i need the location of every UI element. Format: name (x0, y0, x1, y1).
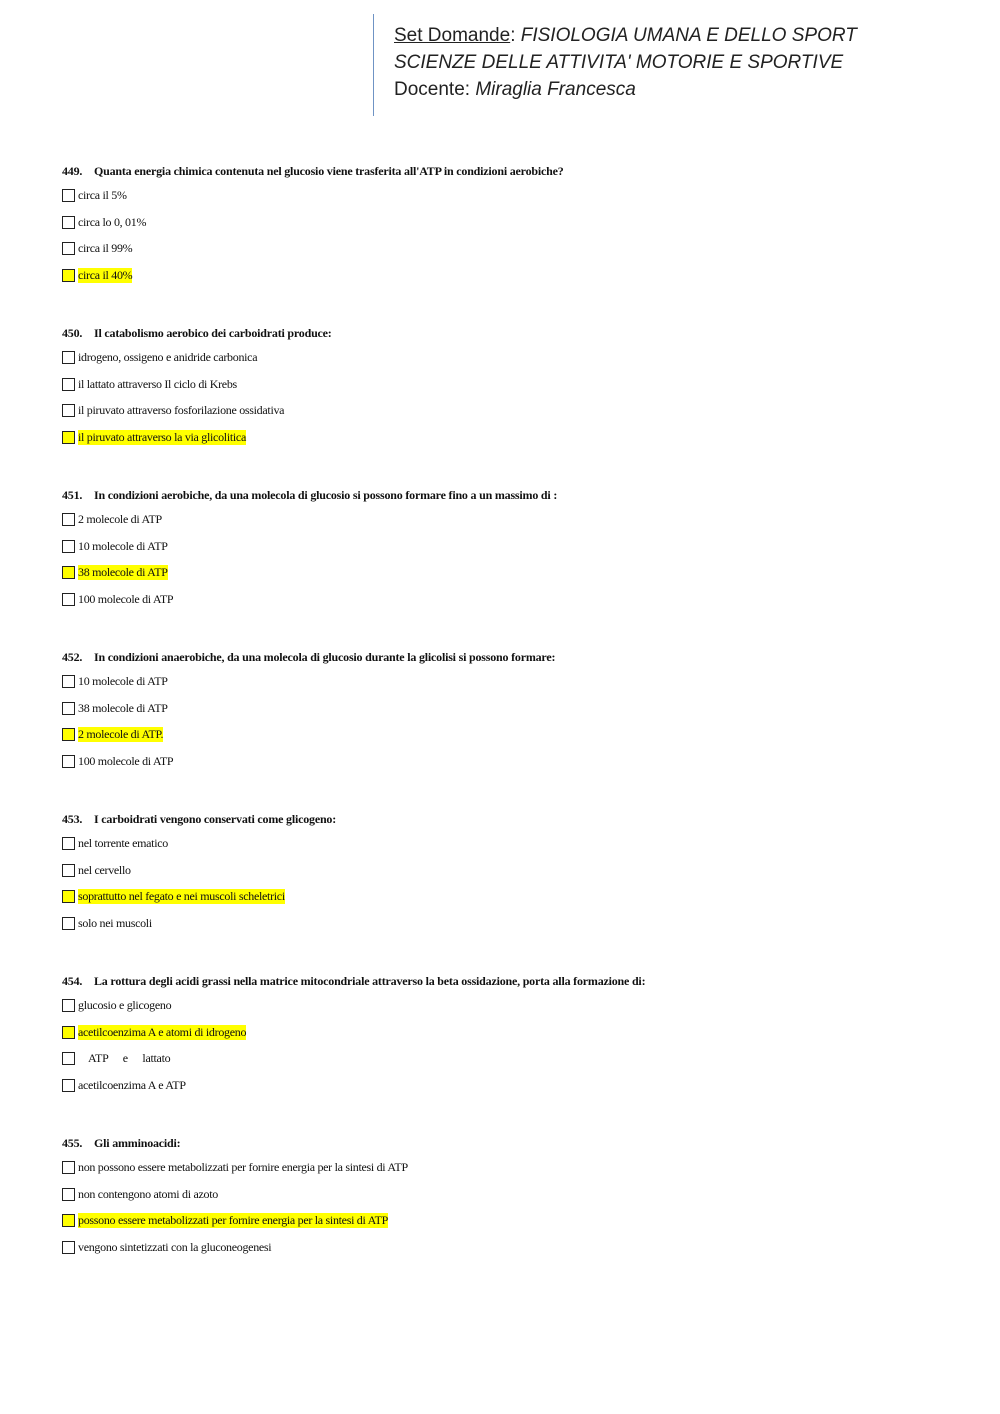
header-course-line: Set Domande: FISIOLOGIA UMANA E DELLO SPORT (394, 25, 857, 46)
answer-option[interactable] (62, 539, 962, 566)
question-title (62, 162, 962, 188)
checkbox[interactable] (62, 216, 75, 229)
answer-option-correct[interactable] (62, 727, 962, 754)
option-label: circa il 40% (78, 267, 133, 282)
answer-option-correct[interactable] (62, 1025, 962, 1052)
option-label: il lattato attraverso Il ciclo di Krebs (78, 376, 237, 391)
option-label: possono essere metabolizzati per fornire energia per la sintesi di ATP (78, 1213, 389, 1227)
option-label: 10 molecole di ATP (78, 538, 168, 553)
checkbox[interactable] (62, 1241, 75, 1254)
option-label: acetilcoenzima A e atomi di idrogeno (78, 1024, 247, 1039)
answer-option[interactable] (62, 1078, 962, 1105)
option-label: 100 molecole di ATP (78, 753, 174, 768)
option-label: 2 molecole di ATP (78, 512, 162, 526)
question-title (62, 1134, 962, 1160)
question-text: In condizioni anaerobiche, da una molecola di glucosio durante la glicolisi si possono formare: (94, 650, 556, 664)
answer-option[interactable] (62, 1187, 962, 1214)
checkbox[interactable] (62, 1026, 75, 1039)
checkbox[interactable] (62, 917, 75, 930)
answer-option-correct[interactable] (62, 889, 962, 916)
option-label: nel torrente ematico (78, 836, 168, 850)
question-455 (62, 1134, 962, 1266)
question-title (62, 324, 962, 350)
teacher-name: Miraglia Francesca (475, 79, 636, 100)
option-label: soprattutto nel fegato e nei muscoli scheletrici (78, 889, 285, 903)
checkbox[interactable] (62, 890, 75, 903)
answer-option-correct[interactable] (62, 430, 962, 457)
checkbox[interactable] (62, 242, 75, 255)
option-label: 38 molecole di ATP (78, 565, 168, 579)
question-451 (62, 486, 962, 618)
option-label: vengono sintetizzati con la gluconeogenesi (78, 1239, 272, 1254)
answer-option[interactable] (62, 674, 962, 701)
question-number: 450. (62, 326, 83, 340)
question-number: 453. (62, 812, 83, 826)
question-number: 452. (62, 650, 83, 664)
checkbox[interactable] (62, 351, 75, 364)
document-header (373, 14, 933, 116)
answer-option[interactable] (62, 701, 962, 728)
question-452 (62, 648, 962, 780)
question-454 (62, 972, 962, 1104)
question-list (62, 162, 962, 1296)
question-number: 455. (62, 1136, 83, 1150)
option-label: il piruvato attraverso la via glicolitica (78, 429, 246, 444)
answer-option[interactable] (62, 998, 962, 1025)
checkbox[interactable] (62, 728, 75, 741)
checkbox[interactable] (62, 269, 75, 282)
checkbox[interactable] (62, 540, 75, 553)
header-degree-line (394, 49, 933, 76)
answer-option[interactable] (62, 512, 962, 539)
degree-title: SCIENZE DELLE ATTIVITA' MOTORIE E SPORTIVE (394, 52, 844, 73)
checkbox[interactable] (62, 1161, 75, 1174)
checkbox[interactable] (62, 404, 75, 417)
option-label: ATP e lattato (88, 1051, 171, 1065)
answer-option[interactable] (62, 377, 962, 404)
option-label: acetilcoenzima A e ATP (78, 1077, 186, 1092)
answer-option[interactable] (62, 188, 962, 215)
question-text: Gli amminoacidi: (94, 1136, 181, 1150)
checkbox[interactable] (62, 1188, 75, 1201)
option-label: solo nei muscoli (78, 915, 152, 930)
option-label: 38 molecole di ATP (78, 700, 168, 715)
question-title (62, 648, 962, 674)
question-title (62, 486, 962, 512)
course-title: FISIOLOGIA UMANA E DELLO SPORT (520, 25, 857, 46)
option-label: il piruvato attraverso fosforilazione ossidativa (78, 403, 285, 417)
checkbox[interactable] (62, 1214, 75, 1227)
checkbox[interactable] (62, 999, 75, 1012)
question-450 (62, 324, 962, 456)
answer-option[interactable] (62, 863, 962, 890)
checkbox[interactable] (62, 513, 75, 526)
answer-option[interactable] (62, 1160, 962, 1187)
answer-option[interactable] (62, 403, 962, 430)
option-label: 100 molecole di ATP (78, 591, 174, 606)
answer-option-correct[interactable] (62, 1213, 962, 1240)
checkbox[interactable] (62, 189, 75, 202)
checkbox[interactable] (62, 675, 75, 688)
answer-option-correct[interactable] (62, 565, 962, 592)
option-label: 2 molecole di ATP. (78, 727, 164, 741)
option-label: non possono essere metabolizzati per fornire energia per la sintesi di ATP (78, 1160, 408, 1174)
checkbox[interactable] (62, 593, 75, 606)
option-label: circa il 99% (78, 241, 133, 255)
answer-option[interactable] (62, 1240, 962, 1267)
option-label: circa lo 0, 01% (78, 214, 147, 229)
option-label: 10 molecole di ATP (78, 674, 168, 688)
checkbox[interactable] (62, 864, 75, 877)
question-453 (62, 810, 962, 942)
answer-option[interactable] (62, 916, 962, 943)
question-text: Il catabolismo aerobico dei carboidrati produce: (94, 326, 332, 340)
answer-option[interactable] (62, 592, 962, 619)
checkbox[interactable] (62, 378, 75, 391)
checkbox[interactable] (62, 566, 75, 579)
answer-option[interactable] (62, 350, 962, 377)
question-text: In condizioni aerobiche, da una molecola di glucosio si possono formare fino a un massimo di : (94, 488, 558, 502)
checkbox[interactable] (62, 755, 75, 768)
option-label: glucosio e glicogeno (78, 998, 172, 1012)
checkbox[interactable] (62, 837, 75, 850)
answer-option[interactable] (62, 1051, 962, 1078)
answer-option-correct[interactable] (62, 268, 962, 295)
option-label: idrogeno, ossigeno e anidride carbonica (78, 350, 258, 364)
question-text: I carboidrati vengono conservati come glicogeno: (94, 812, 337, 826)
answer-option[interactable] (62, 754, 962, 781)
question-text: La rottura degli acidi grassi nella matrice mitocondriale attraverso la beta ossidazione, porta alla formazione di: (94, 974, 646, 988)
question-text: Quanta energia chimica contenuta nel glucosio viene trasferita all'ATP in condizioni aerobiche? (94, 164, 564, 178)
set-label: Set Domande (394, 25, 511, 46)
answer-option[interactable] (62, 241, 962, 268)
question-number: 454. (62, 974, 83, 988)
teacher-label: Docente: (394, 79, 471, 100)
question-title (62, 972, 962, 998)
question-449 (62, 162, 962, 294)
header-teacher-line (394, 76, 933, 103)
question-number: 449. (62, 164, 83, 178)
checkbox[interactable] (62, 702, 75, 715)
answer-option[interactable] (62, 215, 962, 242)
checkbox[interactable] (62, 1079, 75, 1092)
question-number: 451. (62, 488, 83, 502)
checkbox[interactable] (62, 1052, 75, 1065)
answer-option[interactable] (62, 836, 962, 863)
option-label: nel cervello (78, 862, 131, 877)
question-title (62, 810, 962, 836)
option-label: circa il 5% (78, 188, 127, 202)
checkbox[interactable] (62, 431, 75, 444)
option-label: non contengono atomi di azoto (78, 1186, 218, 1201)
